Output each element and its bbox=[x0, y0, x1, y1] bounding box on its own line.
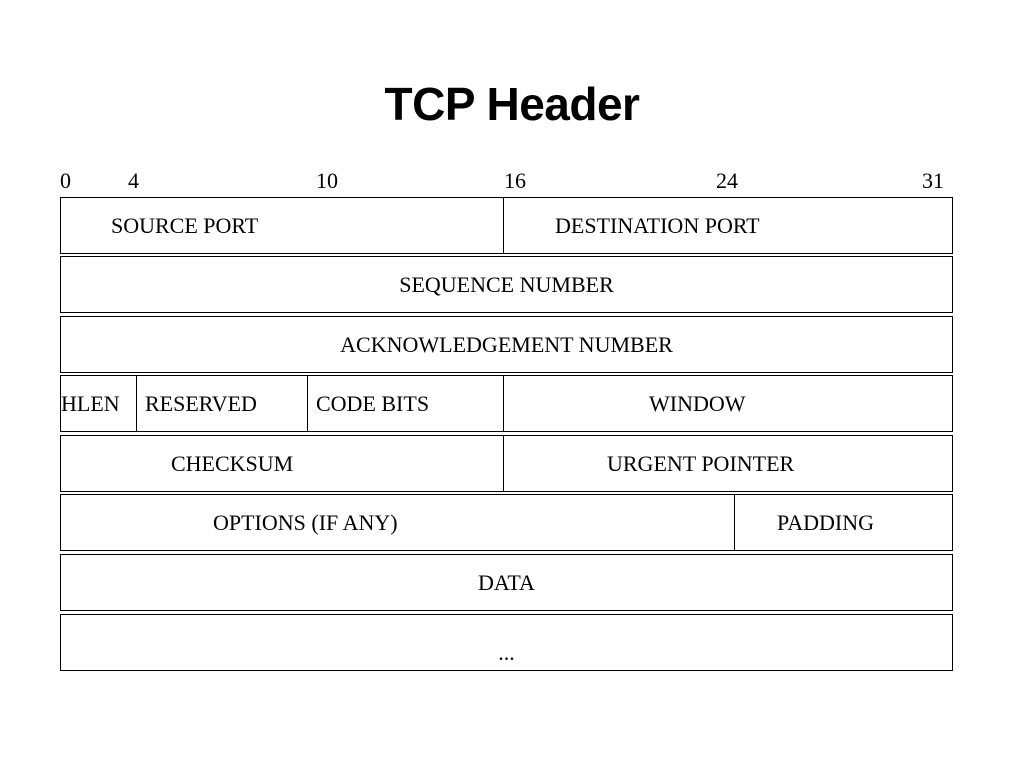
field-options: OPTIONS (IF ANY) bbox=[213, 510, 398, 535]
field-padding: PADDING bbox=[777, 510, 874, 535]
header-row-sequence bbox=[60, 256, 953, 313]
header-row-data bbox=[60, 554, 953, 611]
field-code-bits: CODE BITS bbox=[316, 391, 430, 416]
field-divider bbox=[503, 198, 504, 253]
header-row-options bbox=[60, 494, 953, 551]
field-acknowledgement-number: ACKNOWLEDGEMENT NUMBER bbox=[340, 332, 673, 357]
bit-label-10: 10 bbox=[316, 168, 338, 193]
bit-label-31: 31 bbox=[922, 168, 944, 193]
field-continuation: ... bbox=[498, 640, 515, 665]
header-row-control bbox=[60, 375, 953, 432]
field-divider bbox=[734, 495, 735, 550]
header-row-ports bbox=[60, 197, 953, 254]
bit-label-0: 0 bbox=[60, 168, 71, 193]
header-row-acknowledgement bbox=[60, 316, 953, 373]
field-checksum: CHECKSUM bbox=[171, 451, 294, 476]
field-reserved: RESERVED bbox=[145, 391, 257, 416]
field-divider bbox=[136, 376, 137, 431]
field-divider bbox=[503, 376, 504, 431]
header-row-checksum bbox=[60, 435, 953, 492]
field-destination-port: DESTINATION PORT bbox=[555, 213, 760, 238]
field-urgent-pointer: URGENT POINTER bbox=[607, 451, 795, 476]
bit-label-24: 24 bbox=[716, 168, 738, 193]
diagram-title: TCP Header bbox=[384, 78, 640, 130]
field-hlen: HLEN bbox=[61, 391, 120, 416]
field-window: WINDOW bbox=[649, 391, 746, 416]
field-divider bbox=[503, 436, 504, 491]
header-row-continuation bbox=[60, 614, 953, 671]
bit-label-4: 4 bbox=[128, 168, 139, 193]
field-data: DATA bbox=[478, 570, 535, 595]
field-sequence-number: SEQUENCE NUMBER bbox=[399, 272, 614, 297]
field-divider bbox=[307, 376, 308, 431]
field-source-port: SOURCE PORT bbox=[111, 213, 259, 238]
bit-label-16: 16 bbox=[504, 168, 526, 193]
